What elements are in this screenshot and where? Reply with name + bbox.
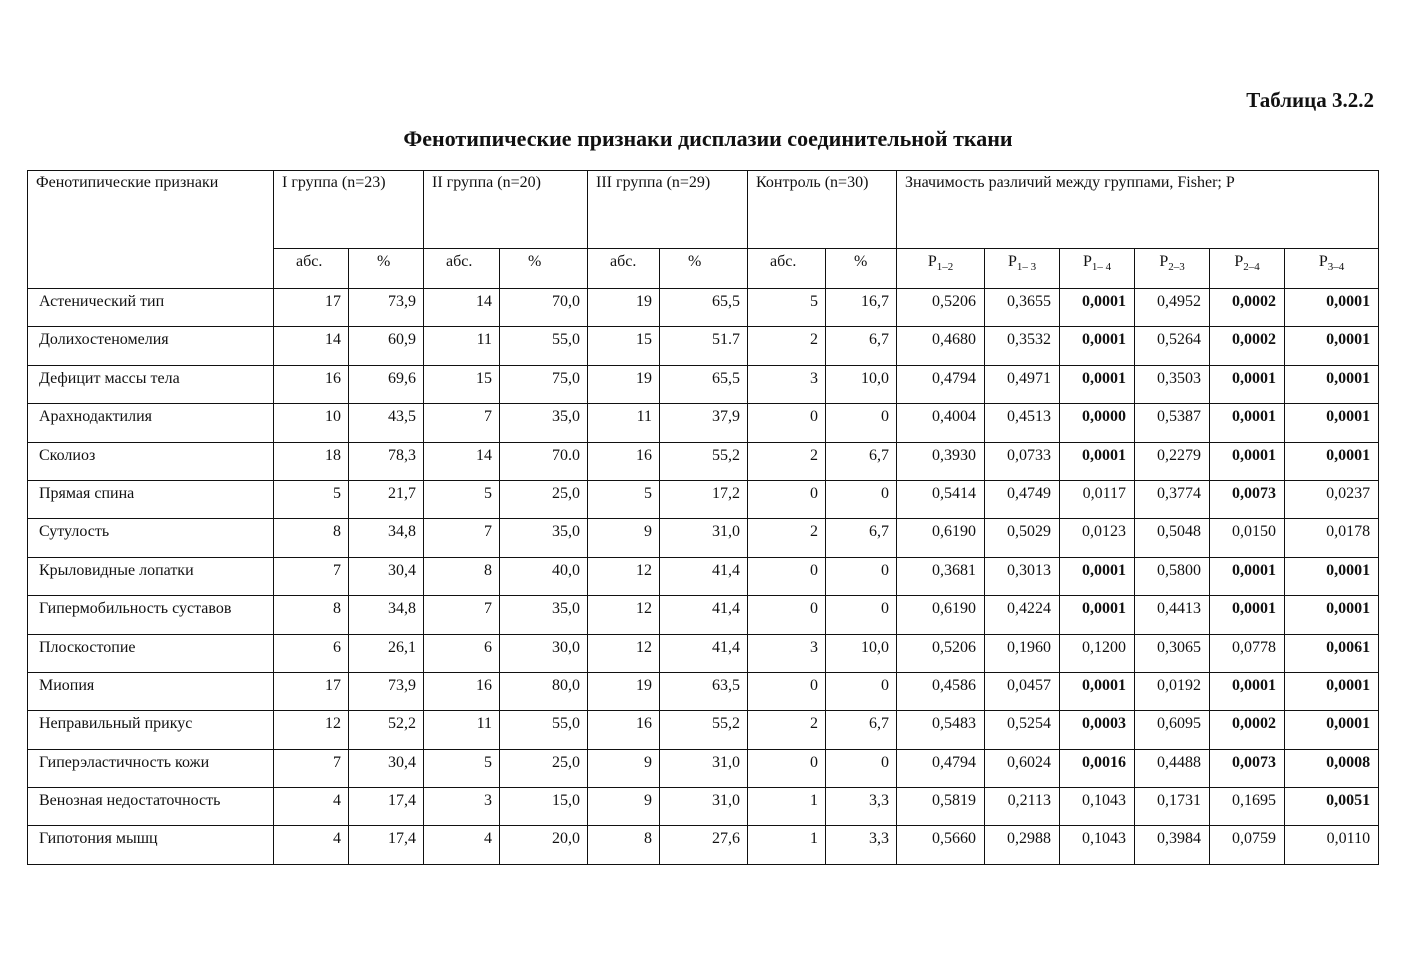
table-row <box>28 289 1379 327</box>
header-control: Контроль (n=30) <box>748 171 897 249</box>
feature-name: Дефицит массы тела <box>28 365 274 403</box>
g2-abs-cell: 5 <box>424 480 500 518</box>
g3-pct-cell: 65,5 <box>660 289 748 327</box>
g1-pct-cell: 43,5 <box>349 404 424 442</box>
g3-abs-cell: 16 <box>588 442 660 480</box>
g2-pct-cell: 70.0 <box>500 442 588 480</box>
ctrl-abs-cell: 2 <box>748 519 826 557</box>
g1-abs-cell: 4 <box>274 826 349 864</box>
p-1-3-cell: 0,5029 <box>985 519 1060 557</box>
feature-name: Арахнодактилия <box>28 404 274 442</box>
header-feature: Фенотипические признаки <box>28 171 274 289</box>
header-abs: абс. <box>748 249 826 289</box>
p-2-3-cell: 0,6095 <box>1135 711 1210 749</box>
header-abs: абс. <box>588 249 660 289</box>
header-p-1-4: $P_{1- 4}$ <box>1060 249 1135 289</box>
g2-abs-cell: 3 <box>424 788 500 826</box>
p-1-4-cell: 0,1200 <box>1060 634 1135 672</box>
p-1-2-cell: 0,4004 <box>897 404 985 442</box>
g1-pct-cell: 60,9 <box>349 327 424 365</box>
ctrl-pct-cell: 0 <box>826 480 897 518</box>
g2-pct-cell: 35,0 <box>500 404 588 442</box>
g1-abs-cell: 6 <box>274 634 349 672</box>
ctrl-abs-cell: 2 <box>748 327 826 365</box>
header-p-1-2: $P_{1-2}$ <box>897 249 985 289</box>
header-pct: % <box>826 249 897 289</box>
table-row <box>28 634 1379 672</box>
g1-pct-cell: 69,6 <box>349 365 424 403</box>
p-1-2-cell: 0,5660 <box>897 826 985 864</box>
p-1-4-cell: 0,0000 <box>1060 404 1135 442</box>
p-1-3-cell: 0,1960 <box>985 634 1060 672</box>
p-1-3-cell: 0,3532 <box>985 327 1060 365</box>
p-1-2-cell: 0,4680 <box>897 327 985 365</box>
p-2-4-cell: 0,0001 <box>1210 557 1285 595</box>
g2-pct-cell: 25,0 <box>500 480 588 518</box>
g3-pct-cell: 65,5 <box>660 365 748 403</box>
ctrl-abs-cell: 0 <box>748 672 826 710</box>
g3-pct-cell: 41,4 <box>660 634 748 672</box>
ctrl-abs-cell: 0 <box>748 596 826 634</box>
g2-abs-cell: 11 <box>424 711 500 749</box>
g1-abs-cell: 8 <box>274 596 349 634</box>
p-1-4-cell: 0,0001 <box>1060 289 1135 327</box>
header-p-1-3: $P_{1- 3}$ <box>985 249 1060 289</box>
p-1-3-cell: 0,3655 <box>985 289 1060 327</box>
p-2-3-cell: 0,0192 <box>1135 672 1210 710</box>
table-row <box>28 480 1379 518</box>
p-2-4-cell: 0,0778 <box>1210 634 1285 672</box>
g1-pct-cell: 34,8 <box>349 519 424 557</box>
table-row <box>28 519 1379 557</box>
p-1-2-cell: 0,3681 <box>897 557 985 595</box>
g1-pct-cell: 34,8 <box>349 596 424 634</box>
g2-pct-cell: 35,0 <box>500 519 588 557</box>
g3-abs-cell: 12 <box>588 557 660 595</box>
g1-pct-cell: 78,3 <box>349 442 424 480</box>
p-2-4-cell: 0,0002 <box>1210 711 1285 749</box>
table-title: Фенотипические признаки дисплазии соединительной ткани <box>403 126 1013 151</box>
g1-abs-cell: 16 <box>274 365 349 403</box>
p-1-2-cell: 0,5819 <box>897 788 985 826</box>
p-1-4-cell: 0,0016 <box>1060 749 1135 787</box>
feature-name: Венозная недостаточность <box>28 788 274 826</box>
p-2-4-cell: 0,1695 <box>1210 788 1285 826</box>
feature-name: Неправильный прикус <box>28 711 274 749</box>
ctrl-pct-cell: 0 <box>826 404 897 442</box>
ctrl-abs-cell: 2 <box>748 442 826 480</box>
p-1-3-cell: 0,5254 <box>985 711 1060 749</box>
feature-name: Сколиоз <box>28 442 274 480</box>
p-3-4-cell: 0,0001 <box>1285 596 1379 634</box>
g2-abs-cell: 7 <box>424 519 500 557</box>
g1-pct-cell: 21,7 <box>349 480 424 518</box>
p-1-3-cell: 0,4971 <box>985 365 1060 403</box>
g2-abs-cell: 6 <box>424 634 500 672</box>
g3-pct-cell: 37,9 <box>660 404 748 442</box>
p-2-3-cell: 0,3774 <box>1135 480 1210 518</box>
header-group3: III группа (n=29) <box>588 171 748 249</box>
g2-abs-cell: 4 <box>424 826 500 864</box>
ctrl-abs-cell: 0 <box>748 480 826 518</box>
g1-abs-cell: 10 <box>274 404 349 442</box>
p-1-4-cell: 0,1043 <box>1060 826 1135 864</box>
p-1-4-cell: 0,0001 <box>1060 442 1135 480</box>
g3-abs-cell: 9 <box>588 749 660 787</box>
table-row <box>28 557 1379 595</box>
feature-name: Гиперэластичность кожи <box>28 749 274 787</box>
g1-abs-cell: 7 <box>274 557 349 595</box>
p-1-2-cell: 0,3930 <box>897 442 985 480</box>
g3-pct-cell: 41,4 <box>660 557 748 595</box>
table-row <box>28 672 1379 710</box>
g2-abs-cell: 7 <box>424 596 500 634</box>
header-p-2-4: $P_{2-4}$ <box>1210 249 1285 289</box>
g1-pct-cell: 30,4 <box>349 749 424 787</box>
g3-abs-cell: 19 <box>588 365 660 403</box>
g3-pct-cell: 55,2 <box>660 442 748 480</box>
ctrl-abs-cell: 0 <box>748 749 826 787</box>
p-3-4-cell: 0,0001 <box>1285 557 1379 595</box>
p-1-2-cell: 0,5414 <box>897 480 985 518</box>
ctrl-pct-cell: 0 <box>826 749 897 787</box>
p-1-3-cell: 0,0733 <box>985 442 1060 480</box>
feature-name: Крыловидные лопатки <box>28 557 274 595</box>
g1-pct-cell: 17,4 <box>349 788 424 826</box>
ctrl-pct-cell: 0 <box>826 557 897 595</box>
g1-abs-cell: 17 <box>274 672 349 710</box>
p-1-3-cell: 0,2988 <box>985 826 1060 864</box>
p-1-2-cell: 0,6190 <box>897 519 985 557</box>
p-1-3-cell: 0,0457 <box>985 672 1060 710</box>
p-2-3-cell: 0,3065 <box>1135 634 1210 672</box>
g3-abs-cell: 8 <box>588 826 660 864</box>
p-2-3-cell: 0,5800 <box>1135 557 1210 595</box>
p-1-2-cell: 0,4794 <box>897 749 985 787</box>
p-1-4-cell: 0,0001 <box>1060 557 1135 595</box>
table-row <box>28 788 1379 826</box>
g3-abs-cell: 12 <box>588 634 660 672</box>
p-3-4-cell: 0,0001 <box>1285 672 1379 710</box>
p-1-4-cell: 0,1043 <box>1060 788 1135 826</box>
p-2-4-cell: 0,0073 <box>1210 480 1285 518</box>
p-1-2-cell: 0,5206 <box>897 634 985 672</box>
feature-name: Прямая спина <box>28 480 274 518</box>
p-2-4-cell: 0,0001 <box>1210 672 1285 710</box>
p-2-4-cell: 0,0001 <box>1210 365 1285 403</box>
p-1-3-cell: 0,2113 <box>985 788 1060 826</box>
g3-pct-cell: 17,2 <box>660 480 748 518</box>
ctrl-pct-cell: 3,3 <box>826 826 897 864</box>
feature-name: Астенический тип <box>28 289 274 327</box>
p-2-3-cell: 0,4413 <box>1135 596 1210 634</box>
header-p-2-3: $P_{2-3}$ <box>1135 249 1210 289</box>
g3-abs-cell: 19 <box>588 672 660 710</box>
g3-pct-cell: 31,0 <box>660 749 748 787</box>
p-2-4-cell: 0,0073 <box>1210 749 1285 787</box>
g2-abs-cell: 14 <box>424 289 500 327</box>
p-2-4-cell: 0,0002 <box>1210 289 1285 327</box>
header-p-3-4: $P_{3-4}$ <box>1285 249 1379 289</box>
g2-pct-cell: 30,0 <box>500 634 588 672</box>
header-pct: % <box>660 249 748 289</box>
p-3-4-cell: 0,0178 <box>1285 519 1379 557</box>
p-1-3-cell: 0,6024 <box>985 749 1060 787</box>
p-3-4-cell: 0,0061 <box>1285 634 1379 672</box>
g2-pct-cell: 35,0 <box>500 596 588 634</box>
p-1-4-cell: 0,0001 <box>1060 327 1135 365</box>
p-3-4-cell: 0,0110 <box>1285 826 1379 864</box>
g3-pct-cell: 31,0 <box>660 519 748 557</box>
g3-abs-cell: 9 <box>588 519 660 557</box>
g1-pct-cell: 73,9 <box>349 289 424 327</box>
p-3-4-cell: 0,0008 <box>1285 749 1379 787</box>
p-1-2-cell: 0,5483 <box>897 711 985 749</box>
p-1-3-cell: 0,4749 <box>985 480 1060 518</box>
p-2-3-cell: 0,3503 <box>1135 365 1210 403</box>
g1-abs-cell: 17 <box>274 289 349 327</box>
p-2-4-cell: 0,0759 <box>1210 826 1285 864</box>
table-row <box>28 596 1379 634</box>
p-3-4-cell: 0,0001 <box>1285 711 1379 749</box>
feature-name: Плоскостопие <box>28 634 274 672</box>
p-3-4-cell: 0,0001 <box>1285 327 1379 365</box>
p-2-3-cell: 0,2279 <box>1135 442 1210 480</box>
ctrl-pct-cell: 16,7 <box>826 289 897 327</box>
g1-pct-cell: 17,4 <box>349 826 424 864</box>
g2-pct-cell: 25,0 <box>500 749 588 787</box>
g2-abs-cell: 8 <box>424 557 500 595</box>
ctrl-abs-cell: 2 <box>748 711 826 749</box>
table-row <box>28 327 1379 365</box>
feature-name: Миопия <box>28 672 274 710</box>
g2-pct-cell: 55,0 <box>500 711 588 749</box>
p-1-4-cell: 0,0123 <box>1060 519 1135 557</box>
g3-abs-cell: 15 <box>588 327 660 365</box>
g1-abs-cell: 5 <box>274 480 349 518</box>
g2-pct-cell: 40,0 <box>500 557 588 595</box>
ctrl-abs-cell: 3 <box>748 365 826 403</box>
table-row <box>28 711 1379 749</box>
g3-abs-cell: 12 <box>588 596 660 634</box>
ctrl-pct-cell: 6,7 <box>826 711 897 749</box>
p-2-3-cell: 0,3984 <box>1135 826 1210 864</box>
table-row <box>28 826 1379 864</box>
feature-name: Сутулость <box>28 519 274 557</box>
p-2-4-cell: 0,0001 <box>1210 596 1285 634</box>
p-3-4-cell: 0,0001 <box>1285 442 1379 480</box>
ctrl-pct-cell: 6,7 <box>826 519 897 557</box>
p-1-2-cell: 0,5206 <box>897 289 985 327</box>
p-1-3-cell: 0,4224 <box>985 596 1060 634</box>
p-2-4-cell: 0,0002 <box>1210 327 1285 365</box>
p-1-3-cell: 0,4513 <box>985 404 1060 442</box>
g2-abs-cell: 11 <box>424 327 500 365</box>
p-1-3-cell: 0,3013 <box>985 557 1060 595</box>
g1-abs-cell: 4 <box>274 788 349 826</box>
p-1-2-cell: 0,4794 <box>897 365 985 403</box>
header-significance: Значимость различий между группами, Fisher; P <box>897 171 1379 249</box>
p-1-2-cell: 0,6190 <box>897 596 985 634</box>
ctrl-abs-cell: 3 <box>748 634 826 672</box>
p-2-3-cell: 0,5048 <box>1135 519 1210 557</box>
ctrl-pct-cell: 3,3 <box>826 788 897 826</box>
p-2-3-cell: 0,1731 <box>1135 788 1210 826</box>
table-number: Таблица 3.2.2 <box>1246 88 1374 112</box>
ctrl-abs-cell: 5 <box>748 289 826 327</box>
g1-abs-cell: 14 <box>274 327 349 365</box>
p-3-4-cell: 0,0001 <box>1285 365 1379 403</box>
ctrl-pct-cell: 6,7 <box>826 442 897 480</box>
header-pct: % <box>500 249 588 289</box>
ctrl-pct-cell: 0 <box>826 672 897 710</box>
ctrl-pct-cell: 10,0 <box>826 365 897 403</box>
p-2-3-cell: 0,4952 <box>1135 289 1210 327</box>
g2-pct-cell: 20,0 <box>500 826 588 864</box>
g2-abs-cell: 5 <box>424 749 500 787</box>
p-2-4-cell: 0,0001 <box>1210 442 1285 480</box>
g2-pct-cell: 80,0 <box>500 672 588 710</box>
g2-pct-cell: 70,0 <box>500 289 588 327</box>
g2-abs-cell: 7 <box>424 404 500 442</box>
table-row <box>28 404 1379 442</box>
ctrl-pct-cell: 6,7 <box>826 327 897 365</box>
g1-pct-cell: 52,2 <box>349 711 424 749</box>
g2-pct-cell: 55,0 <box>500 327 588 365</box>
g3-pct-cell: 51.7 <box>660 327 748 365</box>
header-group1: I группа (n=23) <box>274 171 424 249</box>
g2-abs-cell: 16 <box>424 672 500 710</box>
table-row <box>28 365 1379 403</box>
p-1-2-cell: 0,4586 <box>897 672 985 710</box>
feature-name: Долихостеномелия <box>28 327 274 365</box>
g3-abs-cell: 19 <box>588 289 660 327</box>
ctrl-abs-cell: 0 <box>748 404 826 442</box>
p-1-4-cell: 0,0117 <box>1060 480 1135 518</box>
table-row <box>28 749 1379 787</box>
g1-abs-cell: 7 <box>274 749 349 787</box>
table-row <box>28 442 1379 480</box>
g2-pct-cell: 15,0 <box>500 788 588 826</box>
p-1-4-cell: 0,0001 <box>1060 672 1135 710</box>
p-3-4-cell: 0,0237 <box>1285 480 1379 518</box>
g3-abs-cell: 9 <box>588 788 660 826</box>
g3-pct-cell: 41,4 <box>660 596 748 634</box>
p-2-3-cell: 0,4488 <box>1135 749 1210 787</box>
g1-pct-cell: 73,9 <box>349 672 424 710</box>
g1-abs-cell: 8 <box>274 519 349 557</box>
ctrl-pct-cell: 10,0 <box>826 634 897 672</box>
g3-pct-cell: 55,2 <box>660 711 748 749</box>
ctrl-abs-cell: 1 <box>748 826 826 864</box>
g1-abs-cell: 18 <box>274 442 349 480</box>
g2-abs-cell: 14 <box>424 442 500 480</box>
ctrl-pct-cell: 0 <box>826 596 897 634</box>
g3-pct-cell: 31,0 <box>660 788 748 826</box>
p-1-4-cell: 0,0003 <box>1060 711 1135 749</box>
g3-pct-cell: 27,6 <box>660 826 748 864</box>
p-2-4-cell: 0,0150 <box>1210 519 1285 557</box>
ctrl-abs-cell: 0 <box>748 557 826 595</box>
g1-pct-cell: 30,4 <box>349 557 424 595</box>
p-3-4-cell: 0,0001 <box>1285 289 1379 327</box>
header-abs: абс. <box>274 249 349 289</box>
p-3-4-cell: 0,0001 <box>1285 404 1379 442</box>
g2-pct-cell: 75,0 <box>500 365 588 403</box>
p-2-3-cell: 0,5264 <box>1135 327 1210 365</box>
p-3-4-cell: 0,0051 <box>1285 788 1379 826</box>
ctrl-abs-cell: 1 <box>748 788 826 826</box>
p-1-4-cell: 0,0001 <box>1060 596 1135 634</box>
phenotype-table <box>27 170 1379 865</box>
header-abs: абс. <box>424 249 500 289</box>
header-pct: % <box>349 249 424 289</box>
table-body <box>28 289 1379 865</box>
header-group2: II группа (n=20) <box>424 171 588 249</box>
feature-name: Гипермобильность суставов <box>28 596 274 634</box>
g3-pct-cell: 63,5 <box>660 672 748 710</box>
g3-abs-cell: 11 <box>588 404 660 442</box>
p-1-4-cell: 0,0001 <box>1060 365 1135 403</box>
p-2-4-cell: 0,0001 <box>1210 404 1285 442</box>
p-2-3-cell: 0,5387 <box>1135 404 1210 442</box>
g3-abs-cell: 16 <box>588 711 660 749</box>
feature-name: Гипотония мышц <box>28 826 274 864</box>
g1-abs-cell: 12 <box>274 711 349 749</box>
g2-abs-cell: 15 <box>424 365 500 403</box>
g1-pct-cell: 26,1 <box>349 634 424 672</box>
g3-abs-cell: 5 <box>588 480 660 518</box>
